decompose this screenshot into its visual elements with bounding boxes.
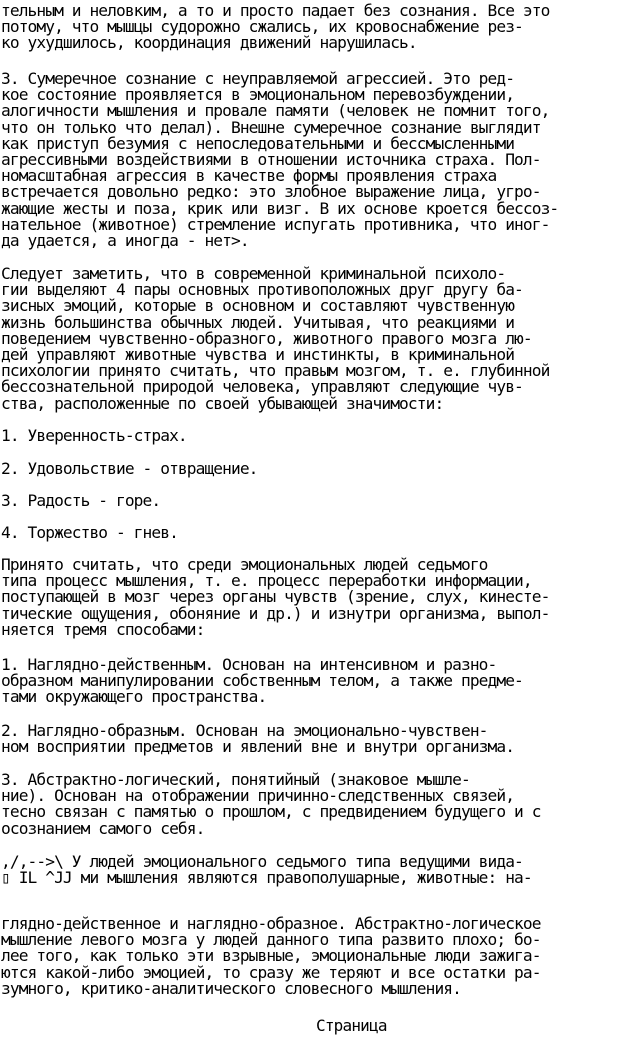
text-line: ▯ IL ^JJ ми мышления являются правополушарные, животные: на- (1, 868, 532, 888)
text-line: бессознательной природой человека, управляют следующие чув- (1, 377, 523, 397)
text-line: 2. Наглядно-образным. Основан на эмоционально-чувствен- (1, 721, 488, 740)
text-line: поведением чувственно-образного, животного правого мозга лю- (1, 328, 532, 348)
text-line: психологии принято считать, что правым мозгом, т. е. глубинной (1, 361, 550, 381)
text-line: ко ухудшилось, координация движений нарушилась. (1, 33, 417, 53)
text-line: Следует заметить, что в современной криминальной психоло- (1, 264, 506, 283)
text-line: 1. Уверенность-страх. (1, 426, 187, 445)
text-line: ,/,-->\ У людей эмоционального седьмого типа ведущими вида- (1, 852, 523, 871)
text-line: потому, что мышцы судорожно сжались, их кровоснабжение рез- (1, 17, 523, 37)
text-line: да удается, а иногда - нет>. (1, 231, 249, 250)
text-line: няется тремя способами: (1, 619, 205, 639)
text-line: образном манипулировании собственным телом, а также предме- (1, 671, 523, 691)
text-line: гии выделяют 4 пары основных противоположных друг другу ба- (1, 280, 523, 300)
text-line: лее того, как только эти взрывные, эмоциональные люди зажига- (1, 946, 541, 966)
text-line: ние). Основан на отображении причинно-следственных связей, (1, 786, 515, 806)
text-line: 3. Абстрактно-логический, понятийный (знаковое мышле- (1, 770, 470, 789)
text-line: тесно связан с памятью о прошлом, с предвидением будущего и с (1, 802, 541, 822)
text-line: мышление левого мозга у людей данного типа развито плохо; бо- (1, 930, 541, 950)
text-line: ства, расположенные по своей убывающей значимости: (1, 393, 444, 413)
text-line: 3. Радость - горе. (1, 491, 161, 510)
text-line: дей управляют животные чувства и инстинкты, в криминальной (1, 345, 515, 364)
text-line: тельным и неловким, а то и просто падает без сознания. Все это (1, 1, 550, 20)
text-line: номасштабная агрессия в качестве формы проявления страха (1, 166, 497, 186)
text-line: 3. Сумеречное сознание с неуправляемой агрессией. Это ред- (1, 69, 515, 88)
text-line: тические ощущения, обоняние и др.) и изнутри организма, выпол- (1, 603, 550, 623)
text-line: типа процесс мышления, т. е. процесс переработки информации, (1, 571, 532, 591)
text-line: ются какой-либо эмоцией, то сразу же теряют и все остатки ра- (1, 962, 541, 982)
text-line: нательное (животное) стремление испугать противника, что иног- (1, 214, 550, 234)
text-line: зумного, критико-аналитического словесного мышления. (1, 978, 461, 998)
text-line: 2. Удовольствие - отвращение. (1, 459, 258, 478)
text-line: кое состояние проявляется в эмоциональном перевозбуждении, (1, 85, 515, 105)
document-page (1, 0, 620, 1038)
text-line: как приступ безумия с непоследовательными и бессмысленными (1, 133, 515, 153)
page-footer: Страница (316, 1016, 387, 1035)
text-line: что он только что делал). Внешне сумеречное сознание выглядит (1, 117, 541, 137)
text-line: 1. Наглядно-действенным. Основан на интенсивном и разно- (1, 655, 497, 674)
text-line: встречается довольно редко: это злобное выражение лица, угро- (1, 182, 541, 202)
text-line: зисных эмоций, которые в основном и составляют чувственную (1, 296, 515, 316)
text-line: Принято считать, что среди эмоциональных людей седьмого (1, 555, 488, 574)
text-line: осознанием самого себя. (1, 818, 205, 838)
text-line: жизнь большинства обычных людей. Учитывая, что реакциями и (1, 312, 515, 332)
text-line: поступающей в мозг через органы чувств (зрение, слух, кинесте- (1, 587, 550, 607)
text-line: агрессивными воздействиями в отношении источника страха. Пол- (1, 150, 541, 169)
text-line: 4. Торжество - гнев. (1, 523, 178, 542)
text-line: глядно-действенное и наглядно-образное. Абстрактно-логическое (1, 914, 541, 933)
text-line: тами окружающего пространства. (1, 687, 267, 707)
text-line: ном восприятии предметов и явлений вне и внутри организма. (1, 737, 515, 757)
text-line: алогичности мышления и провале памяти (человек не помнит того, (1, 101, 550, 121)
text-line: жающие жесты и поза, крик или визг. В их основе кроется бессоз- (1, 198, 559, 218)
